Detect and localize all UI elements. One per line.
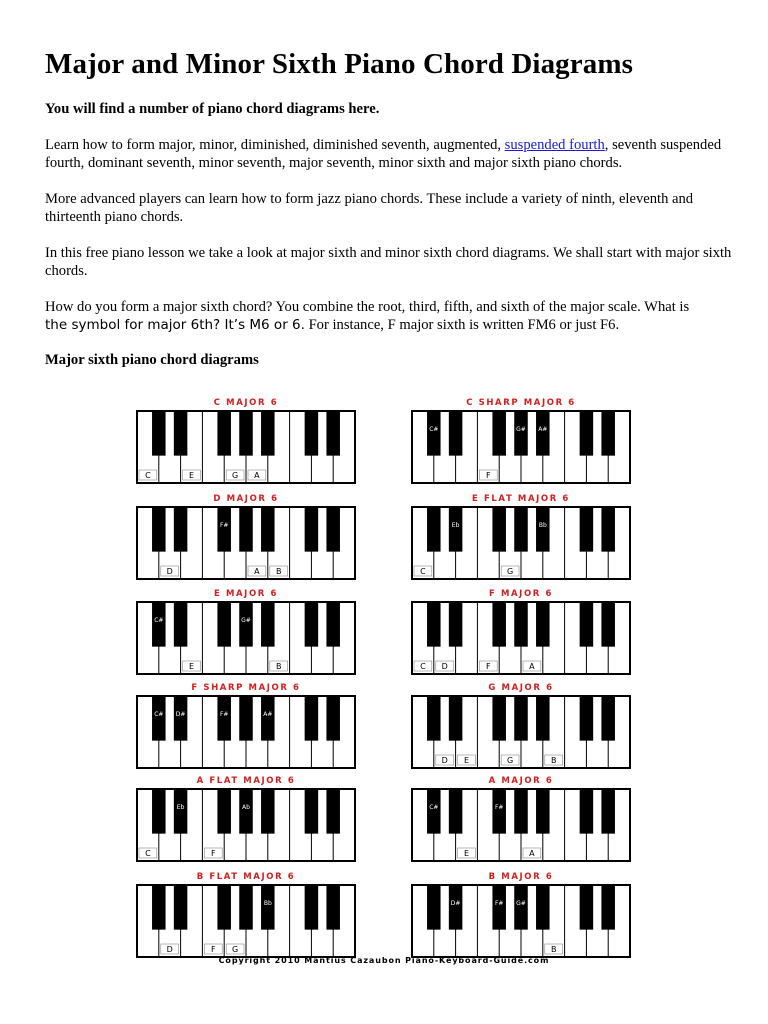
black-key xyxy=(449,602,463,647)
black-key xyxy=(427,507,441,552)
black-key xyxy=(514,411,528,456)
black-key xyxy=(492,885,506,930)
black-key xyxy=(580,507,594,552)
chord-title: D MAJOR 6 xyxy=(213,494,279,504)
black-key xyxy=(217,696,231,741)
chord-title: G MAJOR 6 xyxy=(488,683,554,693)
black-key xyxy=(174,602,188,647)
chord-diagram xyxy=(137,776,355,861)
black-key xyxy=(514,602,528,647)
black-key xyxy=(152,696,166,741)
black-key xyxy=(261,411,275,456)
black-key xyxy=(239,411,253,456)
white-key-note-label: C xyxy=(420,567,426,576)
paragraph-jazz-chords: More advanced players can learn how to form jazz piano chords. These include a variety of ninth, eleventh and thirteenth piano chords. xyxy=(45,191,694,225)
white-key-note-label: G xyxy=(506,756,514,765)
black-key xyxy=(449,789,463,834)
black-key xyxy=(492,507,506,552)
paragraph-text: How do you form a major sixth chord? You combine the root, third, fifth, and sixth of the major scale. What is xyxy=(45,299,690,315)
black-key-note-label: C# xyxy=(154,617,164,625)
white-key-note-label: A xyxy=(254,471,260,480)
white-key-note-label: A xyxy=(529,662,535,671)
white-key-note-label: G xyxy=(231,471,239,480)
black-key-note-label: Bb xyxy=(263,900,272,908)
white-key-note-label: E xyxy=(188,662,195,671)
black-key xyxy=(514,696,528,741)
black-key xyxy=(536,696,550,741)
chord-title: F SHARP MAJOR 6 xyxy=(191,683,301,693)
black-key xyxy=(427,885,441,930)
black-key-note-label: A# xyxy=(538,426,548,434)
black-key xyxy=(152,789,166,834)
black-key xyxy=(427,789,441,834)
chord-diagram xyxy=(137,494,355,579)
black-key xyxy=(449,411,463,456)
black-key xyxy=(492,411,506,456)
white-key-note-label: G xyxy=(231,945,239,954)
white-key-note-label: F xyxy=(210,945,216,954)
black-key xyxy=(427,696,441,741)
white-key-note-label: C xyxy=(420,662,426,671)
black-key xyxy=(427,602,441,647)
page-title: Major and Minor Sixth Piano Chord Diagrams xyxy=(45,48,633,80)
black-key xyxy=(449,885,463,930)
black-key-note-label: F# xyxy=(494,900,504,908)
black-key xyxy=(261,885,275,930)
black-key-note-label: G# xyxy=(516,426,526,434)
white-key-note-label: D xyxy=(166,945,173,954)
black-key-note-label: Eb xyxy=(176,804,185,812)
black-key-note-label: F# xyxy=(494,804,504,812)
paragraph-lesson-intro: In this free piano lesson we take a look at major sixth and minor sixth chord diagrams. We shall start with major sixth chords. xyxy=(45,245,732,279)
black-key xyxy=(514,885,528,930)
chord-diagram xyxy=(412,683,630,768)
black-key xyxy=(326,885,340,930)
black-key-note-label: C# xyxy=(154,711,164,719)
black-key xyxy=(239,507,253,552)
black-key xyxy=(536,602,550,647)
black-key xyxy=(449,507,463,552)
black-key xyxy=(305,789,319,834)
white-key-note-label: A xyxy=(254,567,260,576)
white-key-note-label: F xyxy=(210,849,216,858)
paragraph-text: For instance, F major sixth is written FM6 or just F6. xyxy=(304,317,620,333)
intro-text: You will find a number of piano chord diagrams here. xyxy=(45,101,380,117)
chord-diagram xyxy=(137,398,355,483)
chord-diagram xyxy=(137,683,355,768)
chord-title: A MAJOR 6 xyxy=(488,776,554,786)
chord-diagram xyxy=(412,589,630,674)
black-key xyxy=(217,789,231,834)
black-key-note-label: A# xyxy=(263,711,273,719)
black-key xyxy=(449,696,463,741)
white-key-note-label: B xyxy=(275,662,282,671)
black-key xyxy=(326,602,340,647)
black-key-note-label: Ab xyxy=(242,804,250,812)
black-key xyxy=(514,789,528,834)
white-key-note-label: D xyxy=(441,662,448,671)
chord-title: A FLAT MAJOR 6 xyxy=(196,776,296,786)
black-key xyxy=(305,696,319,741)
white-key-note-label: B xyxy=(275,567,282,576)
white-key-note-label: B xyxy=(550,756,557,765)
black-key xyxy=(601,602,615,647)
chord-diagram xyxy=(137,589,355,674)
chord-title: F MAJOR 6 xyxy=(488,589,554,599)
white-key-note-label: A xyxy=(529,849,535,858)
black-key xyxy=(174,411,188,456)
black-key xyxy=(174,507,188,552)
black-key xyxy=(305,602,319,647)
white-key-note-label: C xyxy=(145,849,151,858)
black-key xyxy=(326,411,340,456)
black-key xyxy=(580,696,594,741)
white-key-note-label: B xyxy=(550,945,557,954)
black-key xyxy=(261,789,275,834)
chord-diagram xyxy=(412,494,630,579)
paragraph-text: Learn how to form major, minor, diminished, diminished seventh, augmented, xyxy=(45,137,505,153)
black-key xyxy=(427,411,441,456)
black-key xyxy=(152,411,166,456)
chord-title: B MAJOR 6 xyxy=(488,872,554,882)
symbol-text: the symbol for major 6th? It’s M6 or 6. xyxy=(45,317,305,333)
copyright-text: Copyright 2010 Mantius Cazaubon Piano-Keyboard-Guide.com xyxy=(218,956,550,965)
black-key xyxy=(492,696,506,741)
black-key xyxy=(305,411,319,456)
chord-title: E MAJOR 6 xyxy=(213,589,279,599)
white-key-note-label: G xyxy=(506,567,514,576)
black-key-note-label: F# xyxy=(219,711,229,719)
black-key xyxy=(492,602,506,647)
black-key xyxy=(239,696,253,741)
black-key xyxy=(580,602,594,647)
black-key xyxy=(261,696,275,741)
white-key-note-label: E xyxy=(463,756,470,765)
black-key-note-label: D# xyxy=(450,900,461,908)
black-key xyxy=(601,507,615,552)
black-key xyxy=(492,789,506,834)
black-key-note-label: Eb xyxy=(451,522,460,530)
chord-title: C MAJOR 6 xyxy=(213,398,279,408)
black-key xyxy=(536,507,550,552)
black-key xyxy=(261,507,275,552)
black-key-note-label: C# xyxy=(429,804,439,812)
black-key xyxy=(239,789,253,834)
black-key-note-label: F# xyxy=(219,522,229,530)
black-key xyxy=(174,885,188,930)
black-key-note-label: Bb xyxy=(538,522,547,530)
black-key xyxy=(536,411,550,456)
black-key xyxy=(239,885,253,930)
black-key-note-label: D# xyxy=(175,711,186,719)
chord-diagram xyxy=(412,398,630,483)
black-key xyxy=(601,885,615,930)
chord-title: B FLAT MAJOR 6 xyxy=(196,872,296,882)
chord-diagram xyxy=(412,872,630,957)
white-key-note-label: E xyxy=(463,849,470,858)
black-key xyxy=(514,507,528,552)
black-key xyxy=(601,696,615,741)
white-key-note-label: C xyxy=(145,471,151,480)
black-key xyxy=(536,885,550,930)
white-key-note-label: F xyxy=(485,662,491,671)
black-key xyxy=(326,789,340,834)
black-key xyxy=(152,885,166,930)
black-key-note-label: C# xyxy=(429,426,439,434)
black-key xyxy=(580,885,594,930)
black-key xyxy=(305,885,319,930)
black-key xyxy=(601,411,615,456)
black-key-note-label: G# xyxy=(516,900,526,908)
black-key xyxy=(217,602,231,647)
black-key xyxy=(217,411,231,456)
black-key xyxy=(601,789,615,834)
black-key xyxy=(239,602,253,647)
black-key xyxy=(326,696,340,741)
black-key xyxy=(261,602,275,647)
black-key xyxy=(174,696,188,741)
black-key xyxy=(326,507,340,552)
white-key-note-label: E xyxy=(188,471,195,480)
black-key xyxy=(152,602,166,647)
black-key xyxy=(217,507,231,552)
black-key xyxy=(217,885,231,930)
black-key xyxy=(152,507,166,552)
chord-diagram xyxy=(137,872,355,957)
suspended-fourth-link[interactable]: suspended fourth xyxy=(504,137,605,153)
black-key xyxy=(305,507,319,552)
black-key xyxy=(174,789,188,834)
black-key xyxy=(580,789,594,834)
paragraph-text: , seventh suspended fourth, dominant seventh, minor seventh, major seventh, minor sixth and major sixth piano chords. xyxy=(45,137,722,171)
black-key xyxy=(536,789,550,834)
chord-title: E FLAT MAJOR 6 xyxy=(472,494,570,504)
chord-diagram xyxy=(412,776,630,861)
section-heading: Major sixth piano chord diagrams xyxy=(45,352,259,368)
chord-title: C SHARP MAJOR 6 xyxy=(466,398,576,408)
white-key-note-label: F xyxy=(485,471,491,480)
white-key-note-label: D xyxy=(166,567,173,576)
black-key xyxy=(580,411,594,456)
white-key-note-label: D xyxy=(441,756,448,765)
black-key-note-label: G# xyxy=(241,617,251,625)
